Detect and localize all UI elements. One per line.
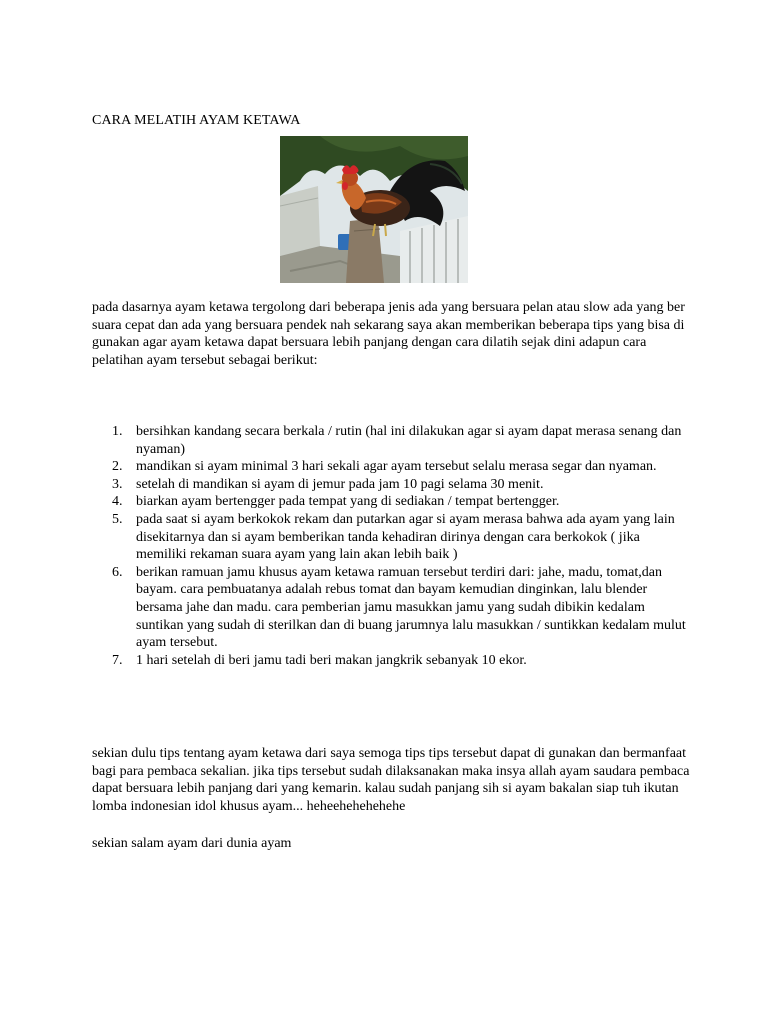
list-item-text: pada saat si ayam berkokok rekam dan putarkan agar si ayam merasa bahwa ada ayam yang lain disekitarnya dan si ayam bemberikan tanda kehadiran dirinya dengan cara berkokok ( jika memiliki rekaman suara ayam yang lain akan lebih baik ): [136, 511, 675, 563]
list-item: [92, 458, 692, 476]
closing-paragraph: sekian dulu tips tentang ayam ketawa dari saya semoga tips tips tersebut dapat di gunakan dan bermanfaat bagi para pembaca sekalian. jika tips tersebut sudah dilaksanakan maka insya allah ayam saudara pembaca dapat bersuara lebih panjang dari yang kemarin. kalau sudah panjang sih si ayam bakalan siap tuh ikutan lomba indonesian idol khusus ayam... heheehehehehehe: [92, 746, 690, 814]
intro-paragraph: pada dasarnya ayam ketawa tergolong dari beberapa jenis ada yang bersuara pelan atau slow ada yang ber suara cepat dan ada yang bersuara pendek nah sekarang saya akan memberikan beberapa tips yang bisa di gunakan agar ayam ketawa dapat bersuara lebih panjang dengan cara dilatih sejak dini adapun cara pelatihan ayam tersebut sebagai berikut:: [92, 300, 685, 368]
sign-off: sekian salam ayam dari dunia ayam: [92, 836, 292, 851]
list-item-text: setelah di mandikan si ayam di jemur pada jam 10 pagi selama 30 menit.: [136, 476, 544, 492]
rooster-photo: [280, 136, 468, 283]
list-item-text: biarkan ayam bertengger pada tempat yang di sediakan / tempat bertengger.: [136, 494, 560, 510]
steps-list: [92, 423, 692, 669]
list-item: [92, 493, 692, 511]
list-item: [92, 652, 692, 670]
list-item-number: 1.: [112, 424, 123, 439]
list-item-number: 4.: [112, 494, 123, 510]
list-item: [92, 511, 692, 564]
list-item-text: bersihkan kandang secara berkala / rutin (hal ini dilakukan agar si ayam dapat merasa senang dan nyaman): [136, 424, 682, 457]
list-item-number: 5.: [112, 511, 123, 527]
list-item-number: 6.: [112, 564, 123, 580]
list-item-number: 2.: [112, 459, 123, 475]
list-item: [92, 564, 692, 652]
list-item: [92, 476, 692, 494]
list-item-number: 3.: [112, 476, 123, 492]
list-item: [92, 423, 692, 458]
list-item-text: berikan ramuan jamu khusus ayam ketawa ramuan tersebut terdiri dari: jahe, madu, tomat,dan bayam. cara pembuatanya adalah rebus tomat dan bayam kemudian dinginkan, lalu blender bersama jahe dan madu. cara pemberian jamu masukkan jamu yang sudah dibikin kedalam suntikan yang sudah di sterilkan dan di buang jarumnya lalu masukkan / suntikkan kedalam mulut ayam tersebut.: [136, 564, 686, 651]
list-item-number: 7.: [112, 652, 123, 668]
rooster-photo-image: [280, 136, 468, 283]
list-item-text: mandikan si ayam minimal 3 hari sekali agar ayam tersebut selalu merasa segar dan nyaman.: [136, 459, 657, 475]
list-item-text: 1 hari setelah di beri jamu tadi beri makan jangkrik sebanyak 10 ekor.: [136, 652, 527, 668]
document-title: CARA MELATIH AYAM KETAWA: [92, 113, 301, 128]
